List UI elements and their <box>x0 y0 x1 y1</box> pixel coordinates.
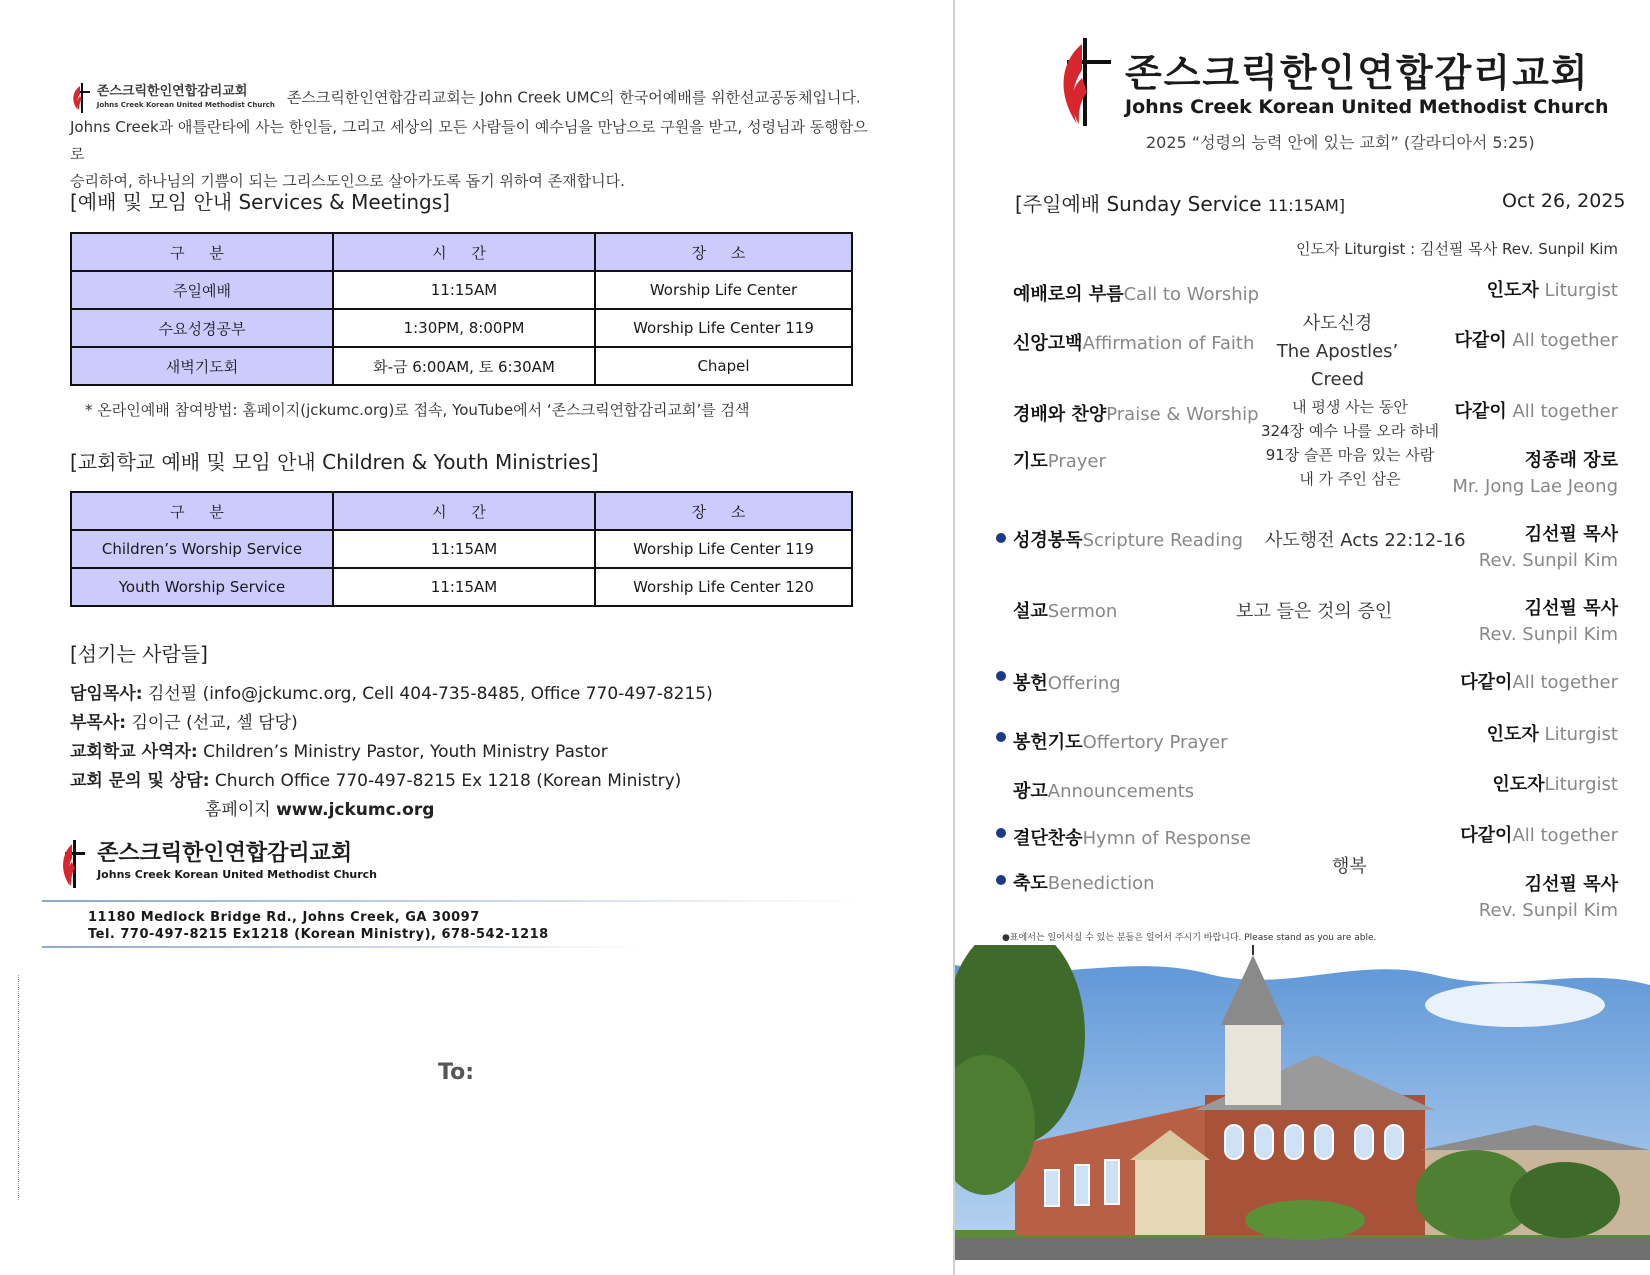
intro-line-3: 승리하여, 하나님의 기쁨이 되는 그리스도인으로 살아가도록 돕기 위하여 존재합니다. <box>70 172 625 190</box>
service-place: Worship Life Center <box>595 271 852 309</box>
table-row <box>71 347 852 385</box>
logo-kr-text: 존스크릭한인연합감리교회 <box>97 840 353 866</box>
church-building-photo <box>955 945 1650 1260</box>
staff-item <box>70 709 713 738</box>
stand-bullet-icon <box>996 533 1006 543</box>
leader-kr: 다같이 <box>1454 330 1507 351</box>
leader-kr: 김선필 목사 <box>1524 598 1618 619</box>
ministry-category: Youth Worship Service <box>71 568 333 606</box>
homepage-label: 홈페이지 <box>205 800 277 820</box>
col-place-header: 장 소 <box>595 492 852 530</box>
order-leader <box>1479 872 1618 924</box>
order-item-call-to-worship <box>1013 280 1259 306</box>
logo-en-text: Johns Creek Korean United Methodist Church <box>96 101 275 109</box>
ministry-time: 11:15AM <box>333 568 595 606</box>
praise-song: 324장 예수 나를 오라 하네 <box>1260 422 1440 440</box>
praise-song: 내 평생 사는 동안 <box>1292 398 1408 416</box>
services-heading: [예배 및 모임 안내 Services & Meetings] <box>70 190 450 214</box>
leader-en: All together <box>1506 401 1618 422</box>
staff-heading: [섬기는 사람들] <box>70 642 208 666</box>
order-item-offering <box>1013 669 1121 695</box>
staff-item <box>70 680 713 709</box>
order-leader <box>1455 328 1618 354</box>
order-leader <box>1460 823 1618 849</box>
order-leader <box>1487 722 1618 748</box>
staff-detail: 김선필 (info@jckumc.org, Cell 404-735-8485, Office 770-497-8215) <box>142 684 713 704</box>
children-table <box>70 491 853 607</box>
staff-role: 교회학교 사역자: <box>70 742 198 762</box>
col-place-header: 장 소 <box>595 233 852 271</box>
table-header-row <box>71 233 852 271</box>
order-kr: 광고 <box>1013 781 1048 802</box>
logo-en-text: Johns Creek Korean United Methodist Church <box>97 867 378 881</box>
sermon-title: 보고 들은 것의 증인 <box>1236 601 1393 622</box>
order-kr: 결단찬송 <box>1013 828 1083 849</box>
service-place: Worship Life Center 119 <box>595 309 852 347</box>
order-item-announcements <box>1013 777 1194 803</box>
leader-en: Rev. Sunpil Kim <box>1478 550 1618 571</box>
service-time: 11:15AM <box>333 271 595 309</box>
stand-bullet-icon <box>996 828 1006 838</box>
liturgist-line: 인도자 Liturgist : 김선필 목사 Rev. Sunpil Kim <box>1295 240 1618 258</box>
order-en: Benediction <box>1047 873 1155 894</box>
order-en: Hymn of Response <box>1082 828 1251 849</box>
cross-flame-icon <box>1055 36 1113 128</box>
order-kr: 예배로의 부름 <box>1013 284 1124 305</box>
service-place: Chapel <box>595 347 852 385</box>
phone-line: Tel. 770-497-8215 Ex1218 (Korean Ministry), 678-542-1218 <box>88 927 549 942</box>
creed-kr: 사도신경 <box>1302 313 1373 334</box>
service-category: 새벽기도회 <box>71 347 333 385</box>
mailing-to-label: To: <box>438 1060 474 1085</box>
leader-kr: 인도자 <box>1486 280 1539 301</box>
order-en: Offertory Prayer <box>1082 732 1228 753</box>
leader-en: Liturgist <box>1538 724 1618 745</box>
address-line: 11180 Medlock Bridge Rd., Johns Creek, GA 30097 <box>88 910 480 925</box>
table-row <box>71 271 852 309</box>
logo-kr-text: 존스크릭한인연합감리교회 <box>96 84 248 99</box>
order-item-benediction <box>1013 869 1155 895</box>
table-row <box>71 568 852 606</box>
leader-kr: 다같이 <box>1460 672 1513 693</box>
order-en: Announcements <box>1047 781 1195 802</box>
leader-kr: 김선필 목사 <box>1524 524 1618 545</box>
order-item-hymn-response <box>1013 824 1251 850</box>
col-time-header: 시 간 <box>333 492 595 530</box>
leader-kr: 김선필 목사 <box>1524 874 1618 895</box>
church-illustration <box>955 945 1650 1260</box>
leader-en: All together <box>1506 330 1618 351</box>
order-en: Praise & Worship <box>1106 404 1259 425</box>
praise-song-list <box>1250 395 1450 491</box>
service-title-text: [주일예배 Sunday Service <box>1015 192 1262 216</box>
order-kr: 신앙고백 <box>1013 333 1083 354</box>
staff-item <box>70 767 713 796</box>
ministry-time: 11:15AM <box>333 530 595 568</box>
table-row <box>71 530 852 568</box>
stand-bullet-icon <box>996 875 1006 885</box>
leader-en: Liturgist <box>1544 774 1618 795</box>
leader-en: Rev. Sunpil Kim <box>1478 900 1618 921</box>
order-kr: 봉헌기도 <box>1013 732 1083 753</box>
order-kr: 성경봉독 <box>1013 530 1083 551</box>
col-category-header: 구 분 <box>71 492 333 530</box>
order-leader <box>1460 670 1618 696</box>
order-item-sermon <box>1013 597 1117 623</box>
leader-en: Mr. Jong Lae Jeong <box>1452 476 1618 497</box>
leader-kr: 다같이 <box>1454 401 1507 422</box>
service-category: 수요성경공부 <box>71 309 333 347</box>
leader-kr: 다같이 <box>1460 825 1513 846</box>
order-en: Affirmation of Faith <box>1082 333 1255 354</box>
ministry-category: Children’s Worship Service <box>71 530 333 568</box>
service-title <box>1015 188 1345 217</box>
order-leader <box>1479 522 1618 574</box>
staff-detail: 김이근 (선교, 셀 담당) <box>126 713 298 733</box>
creed-en: The Apostles’ Creed <box>1276 341 1399 390</box>
leader-en: All together <box>1512 825 1618 846</box>
staff-list <box>70 680 713 825</box>
stand-bullet-icon <box>996 732 1006 742</box>
order-en: Sermon <box>1047 601 1118 622</box>
order-kr: 경배와 찬양 <box>1013 404 1107 425</box>
online-worship-note: * 온라인예배 참여방법: 홈페이지(jckumc.org)로 접속, YouTube에서 ‘존스크릭연합감리교회’를 검색 <box>85 401 750 419</box>
order-en: Prayer <box>1047 451 1106 472</box>
service-time: 화-금 6:00AM, 토 6:30AM <box>333 347 595 385</box>
order-kr: 기도 <box>1013 451 1048 472</box>
address-band-bottom <box>42 946 642 948</box>
service-time-text: 11:15AM] <box>1267 196 1346 215</box>
order-en: Offering <box>1047 673 1121 694</box>
church-address <box>88 909 549 943</box>
order-kr: 설교 <box>1013 601 1048 622</box>
order-leader <box>1479 596 1618 648</box>
children-heading: [교회학교 예배 및 모임 안내 Children & Youth Ministries] <box>70 450 599 474</box>
service-time: 1:30PM, 8:00PM <box>333 309 595 347</box>
order-leader <box>1487 278 1618 304</box>
ministry-place: Worship Life Center 119 <box>595 530 852 568</box>
cross-flame-icon <box>70 82 92 114</box>
cross-flame-icon <box>60 838 86 890</box>
service-category: 주일예배 <box>71 271 333 309</box>
stand-instruction-note: ●표에서는 일어서실 수 있는 분들은 일어서 주시기 바랍니다. Please stand as you are able. <box>1002 933 1377 943</box>
services-table <box>70 232 853 386</box>
dotted-fold-guide <box>18 975 19 1200</box>
address-band-top <box>42 900 862 902</box>
staff-role: 부목사: <box>70 713 127 733</box>
creed-text <box>1250 310 1425 394</box>
leader-en: All together <box>1512 672 1618 693</box>
scripture-reference: 사도행전 Acts 22:12-16 <box>1265 530 1466 551</box>
leader-kr: 정종래 장로 <box>1524 450 1618 471</box>
ministry-place: Worship Life Center 120 <box>595 568 852 606</box>
order-item-affirmation <box>1013 329 1254 355</box>
order-kr: 축도 <box>1013 873 1048 894</box>
leader-en: Liturgist <box>1538 280 1618 301</box>
praise-song: 내 가 주인 삼은 <box>1299 470 1401 488</box>
intro-paragraph <box>70 82 870 195</box>
order-item-offertory-prayer <box>1013 728 1228 754</box>
staff-item <box>70 738 713 767</box>
order-en: Call to Worship <box>1123 284 1260 305</box>
table-header-row <box>71 492 852 530</box>
order-kr: 봉헌 <box>1013 673 1048 694</box>
staff-role: 담임목사: <box>70 684 143 704</box>
col-category-header: 구 분 <box>71 233 333 271</box>
hymn-title: 행복 <box>1332 856 1367 877</box>
staff-role: 교회 문의 및 상담: <box>70 771 210 791</box>
leader-en: Rev. Sunpil Kim <box>1478 624 1618 645</box>
order-item-scripture <box>1013 526 1243 552</box>
staff-detail: Church Office 770-497-8215 Ex 1218 (Korean Ministry) <box>209 771 682 791</box>
intro-line-1: 존스크릭한인연합감리교회는 John Creek UMC의 한국어예배를 위한선교공동체입니다. <box>286 88 861 107</box>
service-date: Oct 26, 2025 <box>1502 190 1626 212</box>
footer-church-logo <box>60 838 377 890</box>
homepage-line <box>70 796 713 825</box>
yearly-theme: 2025 “성령의 능력 안에 있는 교회” (갈라디아서 5:25) <box>1146 133 1535 152</box>
order-en: Scripture Reading <box>1082 530 1244 551</box>
small-church-logo <box>70 82 275 114</box>
order-leader <box>1452 448 1618 500</box>
staff-detail: Children’s Ministry Pastor, Youth Ministry Pastor <box>197 742 608 762</box>
leader-kr: 인도자 <box>1486 724 1539 745</box>
table-row <box>71 309 852 347</box>
praise-song: 91장 슬픈 마음 있는 사람 <box>1265 446 1435 464</box>
order-item-praise <box>1013 400 1259 426</box>
church-name-kr: 존스크릭한인연합감리교회 <box>1125 51 1590 95</box>
intro-line-2: Johns Creek과 애틀란타에 사는 한인들, 그리고 세상의 모든 사람들이 예수님을 만남으로 구원을 받고, 성령님과 동행함으로 <box>70 118 868 163</box>
church-name-en: Johns Creek Korean United Methodist Church <box>1125 96 1609 118</box>
order-item-prayer <box>1013 447 1106 473</box>
order-leader <box>1455 399 1618 425</box>
col-time-header: 시 간 <box>333 233 595 271</box>
stand-bullet-icon <box>996 671 1006 681</box>
leader-kr: 인도자 <box>1492 774 1545 795</box>
order-leader <box>1492 772 1618 798</box>
homepage-link[interactable]: www.jckumc.org <box>276 800 435 820</box>
